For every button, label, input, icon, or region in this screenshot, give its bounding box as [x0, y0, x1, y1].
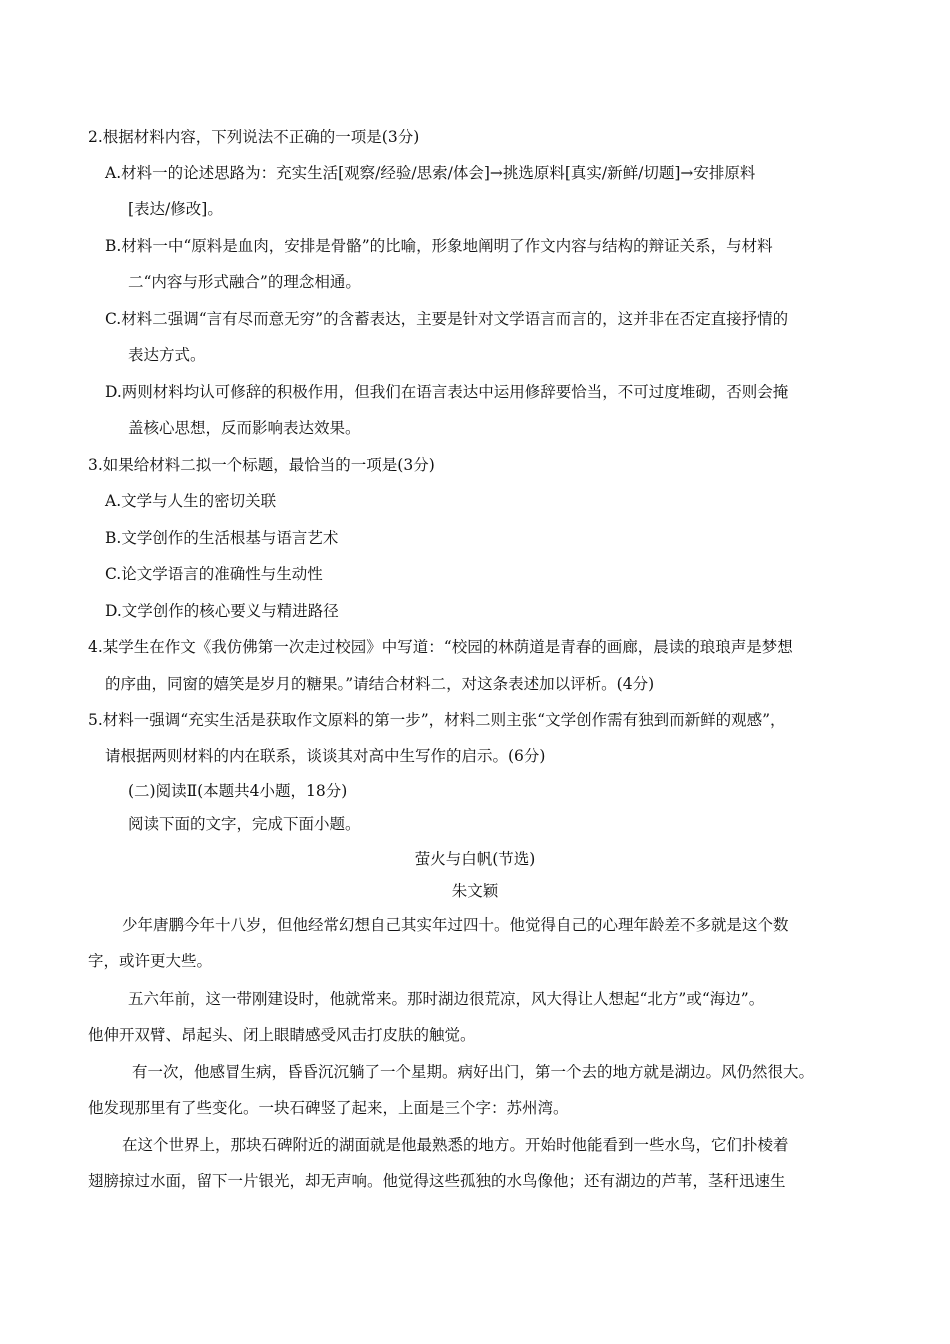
q5-line-2: 请根据两则材料的内在联系，谈谈其对高中生写作的启示。(6分) [105, 747, 546, 765]
q3-option-d: D.文学创作的核心要义与精进路径 [105, 602, 339, 620]
q4-line-1: 4.某学生在作文《我仿佛第一次走过校园》中写道：“校园的林荫道是青春的画廊，晨读的琅琅声是梦想 [88, 638, 793, 656]
q3-stem: 3.如果给材料二拟一个标题，最恰当的一项是(3分) [88, 456, 435, 474]
q3-option-b: B.文学创作的生活根基与语言艺术 [105, 529, 339, 547]
q3-option-a: A.文学与人生的密切关联 [105, 492, 277, 510]
q2-option-d-cont: 盖核心思想，反而影响表达效果。 [128, 419, 361, 437]
q2-option-b: B.材料一中“原料是血肉，安排是骨骼”的比喻，形象地阐明了作文内容与结构的辩证关系，与材料 [105, 237, 773, 255]
section-instruction: 阅读下面的文字，完成下面小题。 [128, 815, 361, 833]
paragraph-4-line-1: 在这个世界上，那块石碑附近的湖面就是他最熟悉的地方。开始时他能看到一些水鸟，它们扑棱着 [122, 1136, 789, 1154]
paragraph-1-line-2: 字，或许更大些。 [88, 952, 213, 970]
q2-option-d: D.两则材料均认可修辞的积极作用，但我们在语言表达中运用修辞要恰当，不可过度堆砌，否则会掩 [105, 383, 789, 401]
paragraph-1-line-1: 少年唐鹏今年十八岁，但他经常幻想自己其实年过四十。他觉得自己的心理年龄差不多就是这个数 [122, 916, 789, 934]
q3-option-c: C.论文学语言的准确性与生动性 [105, 565, 323, 583]
paragraph-3-line-1: 有一次，他感冒生病，昏昏沉沉躺了一个星期。病好出门，第一个去的地方就是湖边。风仍然很大。 [132, 1063, 815, 1081]
q2-option-c-cont: 表达方式。 [128, 346, 206, 364]
paragraph-2-line-2: 他伸开双臂、昂起头、闭上眼睛感受风击打皮肤的触觉。 [88, 1026, 476, 1044]
paragraph-2-line-1: 五六年前，这一带刚建设时，他就常来。那时湖边很荒凉，风大得让人想起“北方”或“海边”。 [128, 990, 765, 1008]
q5-line-1: 5.材料一强调“充实生活是获取作文原料的第一步”，材料二则主张“文学创作需有独到而新鲜的观感”， [88, 711, 786, 729]
q2-option-b-cont: 二“内容与形式融合”的理念相通。 [128, 273, 361, 291]
q2-stem: 2.根据材料内容，下列说法不正确的一项是(3分) [88, 128, 420, 146]
paragraph-3-line-2: 他发现那里有了些变化。一块石碑竖了起来，上面是三个字：苏州湾。 [88, 1099, 569, 1117]
section-heading: (二)阅读Ⅱ(本题共4小题，18分) [128, 782, 348, 800]
passage-author: 朱文颖 [451, 882, 499, 900]
q2-option-a-cont: [表达/修改]。 [128, 200, 223, 218]
paragraph-4-line-2: 翅膀掠过水面，留下一片银光，却无声响。他觉得这些孤独的水鸟像他；还有湖边的芦苇，茎秆迅速生 [88, 1172, 786, 1190]
passage-title: 萤火与白帆(节选) [414, 850, 536, 868]
q4-line-2: 的序曲，同窗的嬉笑是岁月的糖果。”请结合材料二，对这条表述加以评析。(4分) [105, 675, 655, 693]
q2-option-a: A.材料一的论述思路为：充实生活[观察/经验/思索/体会]→挑选原料[真实/新鲜/切题]→安排原料 [105, 164, 756, 182]
q2-option-c: C.材料二强调“言有尽而意无穷”的含蓄表达，主要是针对文学语言而言的，这并非在否定直接抒情的 [105, 310, 789, 328]
